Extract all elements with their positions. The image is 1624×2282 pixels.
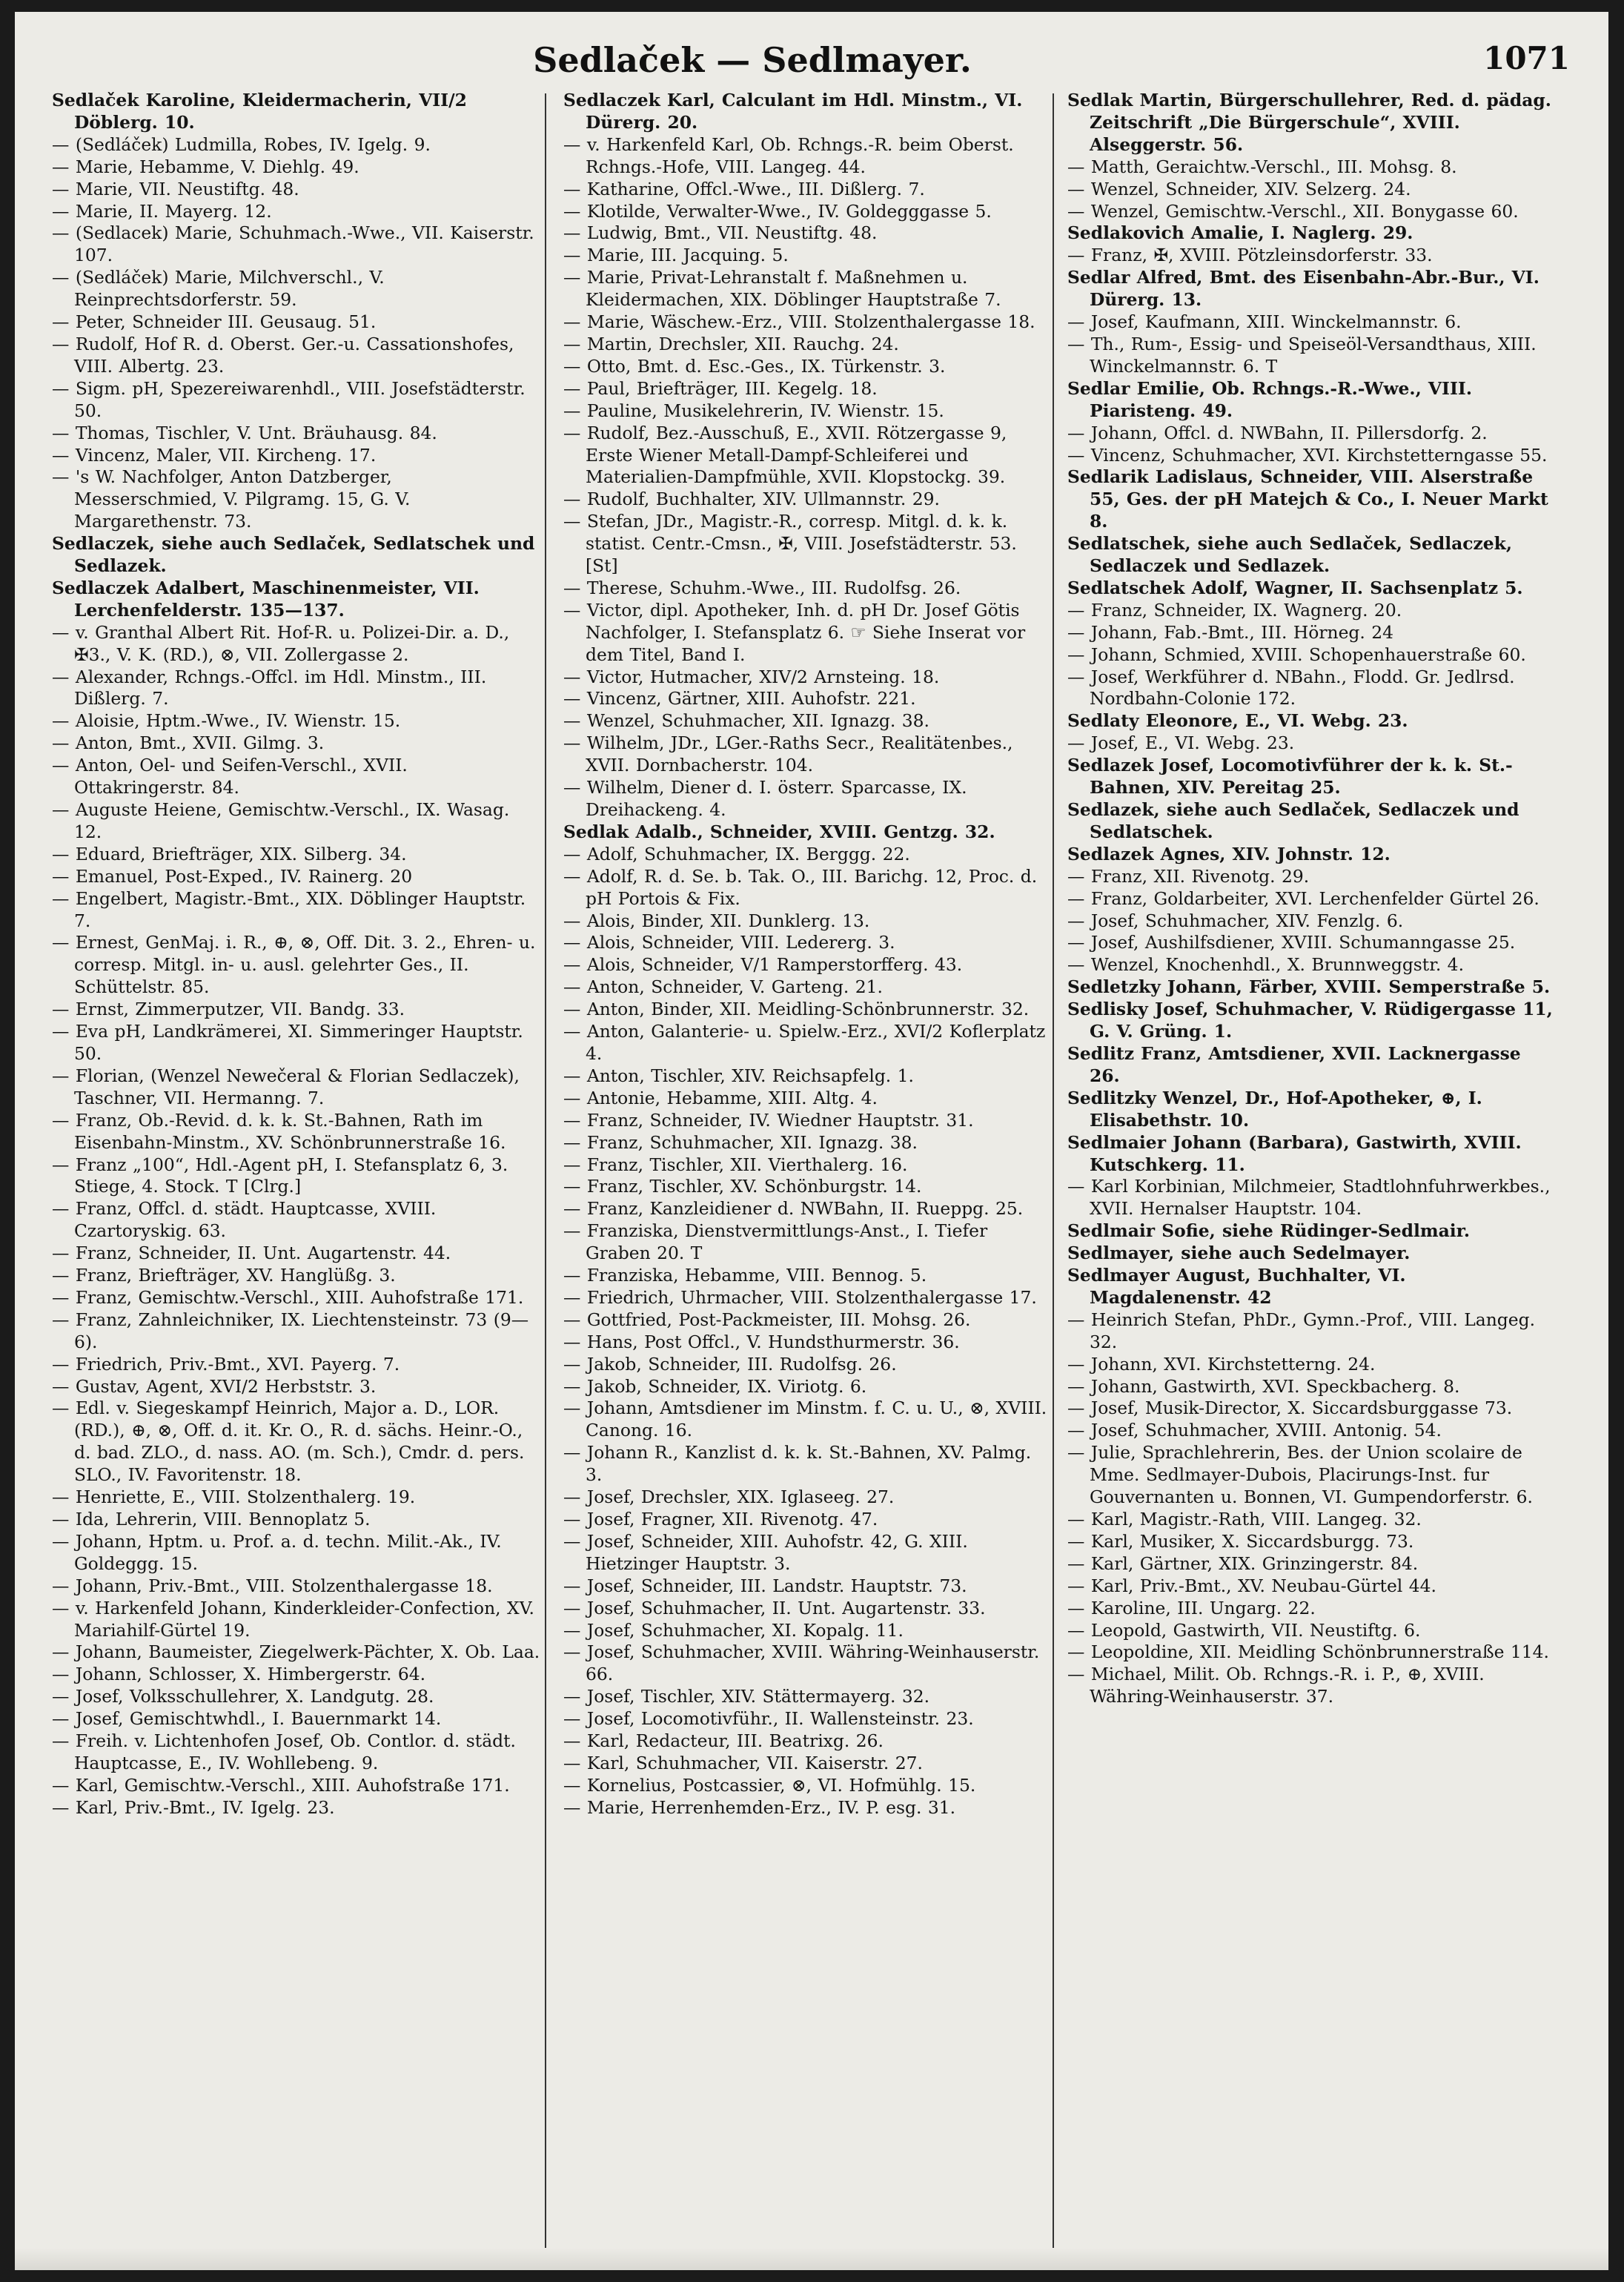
directory-entry: — Karl, Gärtner, XIX. Grinzingerstr. 84. bbox=[1067, 1553, 1557, 1575]
directory-heading-entry: Sedlaczek Karl, Calculant im Hdl. Minstm., VI. Dürerg. 20. bbox=[563, 90, 1023, 133]
directory-entry: — Johann, Gastwirth, XVI. Speckbacherg. 8. bbox=[1067, 1376, 1557, 1398]
directory-entry: — Alois, Binder, XII. Dunklerg. 13. bbox=[563, 910, 1053, 933]
directory-entry: — Marie, III. Jacquing. 5. bbox=[563, 245, 1053, 267]
directory-entry: — Franz, Gemischtw.-Verschl., XIII. Auhofstraße 171. bbox=[52, 1287, 541, 1309]
directory-entry: — Eva pH, Landkrämerei, XI. Simmeringer Hauptstr. 50. bbox=[52, 1021, 541, 1065]
directory-entry: — Josef, Schuhmacher, XIV. Fenzlg. 6. bbox=[1067, 910, 1557, 933]
directory-entry: — Franziska, Dienstvermittlungs-Anst., I. Tiefer Graben 20. T bbox=[563, 1220, 1053, 1265]
directory-entry: — Wilhelm, Diener d. I. österr. Sparcasse, IX. Dreihackeng. 4. bbox=[563, 777, 1053, 821]
directory-entry: — Anton, Bmt., XVII. Gilmg. 3. bbox=[52, 732, 541, 755]
directory-entry: — Franz, Briefträger, XV. Hanglüßg. 3. bbox=[52, 1265, 541, 1287]
directory-entry: — Freih. v. Lichtenhofen Josef, Ob. Contlor. d. städt. Hauptcasse, E., IV. Wohllebeng. 9. bbox=[52, 1730, 541, 1775]
directory-entry: — Karl, Schuhmacher, VII. Kaiserstr. 27. bbox=[563, 1753, 1053, 1775]
directory-entry: — Franz „100“, Hdl.-Agent pH, I. Stefansplatz 6, 3. Stiege, 4. Stock. T [Clrg.] bbox=[52, 1154, 541, 1199]
directory-entry: — Karl, Redacteur, III. Beatrixg. 26. bbox=[563, 1730, 1053, 1753]
directory-entry: — Johann, Schmied, XVIII. Schopenhauerstraße 60. bbox=[1067, 644, 1557, 667]
directory-heading-entry: Sedlazek Agnes, XIV. Johnstr. 12. bbox=[1067, 843, 1391, 864]
directory-entry: — Johann, Fab.-Bmt., III. Hörneg. 24 bbox=[1067, 622, 1557, 644]
directory-entry: — Franz, Offcl. d. städt. Hauptcasse, XVIII. Czartoryskig. 63. bbox=[52, 1198, 541, 1243]
directory-entry: — Emanuel, Post-Exped., IV. Rainerg. 20 bbox=[52, 866, 541, 888]
directory-entry: — Ernst, Zimmerputzer, VII. Bandg. 33. bbox=[52, 999, 541, 1021]
directory-entry: — Johann, XVI. Kirchstetterng. 24. bbox=[1067, 1354, 1557, 1376]
directory-heading-entry: Sedlar Emilie, Ob. Rchngs.-R.-Wwe., VIII. Piaristeng. 49. bbox=[1067, 377, 1472, 421]
page-number: 1071 bbox=[1483, 40, 1570, 76]
directory-entry: — Franz, Tischler, XII. Vierthalerg. 16. bbox=[563, 1154, 1053, 1177]
directory-entry: — Vincenz, Gärtner, XIII. Auhofstr. 221. bbox=[563, 688, 1053, 710]
directory-entry: — Engelbert, Magistr.-Bmt., XIX. Döblinger Hauptstr. 7. bbox=[52, 888, 541, 933]
directory-heading-entry: Sedlitz Franz, Amtsdiener, XVII. Lacknergasse 26. bbox=[1067, 1042, 1521, 1086]
directory-entry: — (Sedláček) Marie, Milchverschl., V. Reinprechtsdorferstr. 59. bbox=[52, 267, 541, 311]
directory-entry: — Gottfried, Post-Packmeister, III. Mohsg. 26. bbox=[563, 1309, 1053, 1332]
directory-entry: — Marie, II. Mayerg. 12. bbox=[52, 201, 541, 223]
directory-entry: — Johann R., Kanzlist d. k. k. St.-Bahnen, XV. Palmg. 3. bbox=[563, 1442, 1053, 1486]
directory-page bbox=[15, 12, 1608, 2270]
directory-entry: — Auguste Heiene, Gemischtw.-Verschl., IX. Wasag. 12. bbox=[52, 799, 541, 844]
directory-entry: — Anton, Oel- und Seifen-Verschl., XVII. Ottakringerstr. 84. bbox=[52, 755, 541, 799]
directory-entry: — Johann, Schlosser, X. Himbergerstr. 64. bbox=[52, 1664, 541, 1686]
directory-entry: — Josef, Aushilfsdiener, XVIII. Schumanngasse 25. bbox=[1067, 932, 1557, 954]
directory-heading-entry: Sedlmayer, siehe auch Sedelmayer. bbox=[1067, 1243, 1411, 1264]
directory-entry: — (Sedláček) Ludmilla, Robes, IV. Igelg. 9. bbox=[52, 134, 541, 156]
directory-entry: — Franz, ✠, XVIII. Pötzleinsdorferstr. 33. bbox=[1067, 245, 1557, 267]
directory-entry: — Johann, Hptm. u. Prof. a. d. techn. Milit.-Ak., IV. Goldeggg. 15. bbox=[52, 1531, 541, 1575]
directory-entry: — Karl Korbinian, Milchmeier, Stadtlohnfuhrwerkbes., XVII. Hernalser Hauptstr. 104. bbox=[1067, 1176, 1557, 1220]
directory-entry: — Sigm. pH, Spezereiwarenhdl., VIII. Josefstädterstr. 50. bbox=[52, 378, 541, 423]
directory-entry: — v. Granthal Albert Rit. Hof-R. u. Polizei-Dir. a. D., ✠3., V. K. (RD.), ⊗, VII. Zollergasse 2. bbox=[52, 622, 541, 667]
directory-entry: — Hans, Post Offcl., V. Hundsthurmerstr. 36. bbox=[563, 1332, 1053, 1354]
directory-entry: — Anton, Schneider, V. Garteng. 21. bbox=[563, 976, 1053, 999]
directory-heading-entry: Sedlarik Ladislaus, Schneider, VIII. Alserstraße 55, Ges. der pH Matejch & Co., I. Neuer Markt 8. bbox=[1067, 466, 1548, 532]
directory-entry: — Paul, Briefträger, III. Kegelg. 18. bbox=[563, 378, 1053, 400]
directory-entry: — (Sedlacek) Marie, Schuhmach.-Wwe., VII. Kaiserstr. 107. bbox=[52, 222, 541, 267]
directory-heading-entry: Sedlisky Josef, Schuhmacher, V. Rüdigergasse 11, G. V. Grüng. 1. bbox=[1067, 999, 1553, 1042]
directory-entry: — Martin, Drechsler, XII. Rauchg. 24. bbox=[563, 334, 1053, 356]
directory-entry: — Josef, Kaufmann, XIII. Winckelmannstr. 6. bbox=[1067, 311, 1557, 334]
directory-entry: — Henriette, E., VIII. Stolzenthalerg. 19. bbox=[52, 1486, 541, 1509]
directory-entry: — Friedrich, Uhrmacher, VIII. Stolzenthalergasse 17. bbox=[563, 1287, 1053, 1309]
directory-entry: — Josef, Schuhmacher, XI. Kopalg. 11. bbox=[563, 1620, 1053, 1642]
column-divider bbox=[1053, 93, 1054, 2251]
directory-entry: — Franz, Schneider, IV. Wiedner Hauptstr. 31. bbox=[563, 1110, 1053, 1132]
directory-entry: — v. Harkenfeld Karl, Ob. Rchngs.-R. beim Oberst. Rchngs.-Hofe, VIII. Langeg. 44. bbox=[563, 134, 1053, 179]
directory-entry: — Matth, Geraichtw.-Verschl., III. Mohsg. 8. bbox=[1067, 156, 1557, 179]
directory-entry: — Jakob, Schneider, IX. Viriotg. 6. bbox=[563, 1376, 1053, 1398]
directory-entry: — Franz, XII. Rivenotg. 29. bbox=[1067, 866, 1557, 888]
directory-entry: — Josef, Drechsler, XIX. Iglaseeg. 27. bbox=[563, 1486, 1053, 1509]
directory-entry: — Karl, Gemischtw.-Verschl., XIII. Auhofstraße 171. bbox=[52, 1775, 541, 1797]
directory-entry: — Rudolf, Bez.-Ausschuß, E., XVII. Rötzergasse 9, Erste Wiener Metall-Dampf-Schleiferei und Materialien-Dampfmühle, XVII. Klopstockg. 39. bbox=[563, 423, 1053, 489]
directory-entry: — Franziska, Hebamme, VIII. Bennog. 5. bbox=[563, 1265, 1053, 1287]
directory-entry: — Franz, Kanzleidiener d. NWBahn, II. Rueppg. 25. bbox=[563, 1198, 1053, 1220]
directory-entry: — Florian, (Wenzel Newečeral & Florian Sedlaczek), Taschner, VII. Hermanng. 7. bbox=[52, 1065, 541, 1110]
directory-entry: — Kornelius, Postcassier, ⊗, VI. Hofmühlg. 15. bbox=[563, 1775, 1053, 1797]
column-2 bbox=[563, 90, 1053, 2262]
directory-entry: — Josef, Schneider, XIII. Auhofstr. 42, G. XIII. Hietzinger Hauptstr. 3. bbox=[563, 1531, 1053, 1575]
directory-entry: — Edl. v. Siegeskampf Heinrich, Major a. D., LOR. (RD.), ⊕, ⊗, Off. d. it. Kr. O., R. d. sächs. Heinr.-O., d. bad. ZLO., d. nass. AO. (m. Sch.), Cmdr. d. pers. SLO., IV. Favoritenstr. 18. bbox=[52, 1398, 541, 1486]
directory-entry: — Leopold, Gastwirth, VII. Neustiftg. 6. bbox=[1067, 1620, 1557, 1642]
directory-entry: — Josef, Locomotivführ., II. Wallensteinstr. 23. bbox=[563, 1708, 1053, 1730]
directory-entry: — Josef, Schuhmacher, XVIII. Währing-Weinhauserstr. 66. bbox=[563, 1641, 1053, 1686]
directory-entry: — Ida, Lehrerin, VIII. Bennoplatz 5. bbox=[52, 1509, 541, 1531]
directory-entry: — Anton, Binder, XII. Meidling-Schönbrunnerstr. 32. bbox=[563, 999, 1053, 1021]
directory-entry: — Anton, Galanterie- u. Spielw.-Erz., XVI/2 Koflerplatz 4. bbox=[563, 1021, 1053, 1065]
directory-entry: — v. Harkenfeld Johann, Kinderkleider-Confection, XV. Mariahilf-Gürtel 19. bbox=[52, 1598, 541, 1642]
directory-heading-entry: Sedlmayer August, Buchhalter, VI. Magdalenenstr. 42 bbox=[1067, 1265, 1406, 1308]
directory-entry: — Eduard, Briefträger, XIX. Silberg. 34. bbox=[52, 844, 541, 866]
directory-heading-entry: Sedlaczek, siehe auch Sedlaček, Sedlatschek und Sedlazek. bbox=[52, 533, 535, 577]
directory-entry: — Wenzel, Schneider, XIV. Selzerg. 24. bbox=[1067, 179, 1557, 201]
directory-entry: — Karl, Priv.-Bmt., IV. Igelg. 23. bbox=[52, 1797, 541, 1819]
directory-entry: — Wenzel, Knochenhdl., X. Brunnweggstr. 4. bbox=[1067, 954, 1557, 976]
directory-entry: — Ludwig, Bmt., VII. Neustiftg. 48. bbox=[563, 222, 1053, 245]
directory-entry: — Otto, Bmt. d. Esc.-Ges., IX. Türkenstr. 3. bbox=[563, 356, 1053, 378]
directory-entry: — Leopoldine, XII. Meidling Schönbrunnerstraße 114. bbox=[1067, 1641, 1557, 1664]
directory-entry: — Friedrich, Priv.-Bmt., XVI. Payerg. 7. bbox=[52, 1354, 541, 1376]
directory-entry: — Katharine, Offcl.-Wwe., III. Dißlerg. 7. bbox=[563, 179, 1053, 201]
directory-entry: — Anton, Tischler, XIV. Reichsapfelg. 1. bbox=[563, 1065, 1053, 1088]
directory-entry: — Franz, Tischler, XV. Schönburgstr. 14. bbox=[563, 1176, 1053, 1198]
directory-entry: — Josef, Werkführer d. NBahn., Flodd. Gr. Jedlrsd. Nordbahn-Colonie 172. bbox=[1067, 667, 1557, 711]
page-edge-shade bbox=[15, 2248, 1608, 2270]
directory-entry: — Franz, Schuhmacher, XII. Ignazg. 38. bbox=[563, 1132, 1053, 1154]
directory-entry: — Josef, E., VI. Webg. 23. bbox=[1067, 732, 1557, 755]
directory-entry: — Pauline, Musikelehrerin, IV. Wienstr. 15. bbox=[563, 400, 1053, 423]
directory-entry: — Klotilde, Verwalter-Wwe., IV. Goldegggasse 5. bbox=[563, 201, 1053, 223]
directory-entry: — Vincenz, Schuhmacher, XVI. Kirchstetterngasse 55. bbox=[1067, 445, 1557, 467]
directory-entry: — Josef, Schneider, III. Landstr. Hauptstr. 73. bbox=[563, 1575, 1053, 1598]
column-divider bbox=[545, 93, 546, 2251]
directory-entry: — Josef, Musik-Director, X. Siccardsburggasse 73. bbox=[1067, 1398, 1557, 1420]
directory-entry: — Marie, Privat-Lehranstalt f. Maßnehmen u. Kleidermachen, XIX. Döblinger Hauptstraße 7. bbox=[563, 267, 1053, 311]
directory-entry: — Alexander, Rchngs.-Offcl. im Hdl. Minstm., III. Dißlerg. 7. bbox=[52, 667, 541, 711]
directory-entry: — Marie, VII. Neustiftg. 48. bbox=[52, 179, 541, 201]
directory-entry: — Michael, Milit. Ob. Rchngs.-R. i. P., ⊕, XVIII. Währing-Weinhauserstr. 37. bbox=[1067, 1664, 1557, 1708]
directory-entry: — Franz, Goldarbeiter, XVI. Lerchenfelder Gürtel 26. bbox=[1067, 888, 1557, 910]
directory-entry: — Stefan, JDr., Magistr.-R., corresp. Mitgl. d. k. k. statist. Centr.-Cmsn., ✠, VIII. Josefstädterstr. 53. [St] bbox=[563, 511, 1053, 578]
directory-entry: — Rudolf, Hof R. d. Oberst. Ger.-u. Cassationshofes, VIII. Albertg. 23. bbox=[52, 334, 541, 378]
directory-heading-entry: Sedlar Alfred, Bmt. des Eisenbahn-Abr.-Bur., VI. Dürerg. 13. bbox=[1067, 267, 1540, 311]
directory-entry: — Johann, Offcl. d. NWBahn, II. Pillersdorfg. 2. bbox=[1067, 423, 1557, 445]
directory-entry: — Alois, Schneider, V/1 Ramperstorfferg. 43. bbox=[563, 954, 1053, 976]
directory-heading-entry: Sedlakovich Amalie, I. Naglerg. 29. bbox=[1067, 222, 1413, 244]
directory-entry: — Franz, Zahnleichniker, IX. Liechtensteinstr. 73 (9—6). bbox=[52, 1309, 541, 1354]
directory-heading-entry: Sedletzky Johann, Färber, XVIII. Semperstraße 5. bbox=[1067, 976, 1551, 998]
directory-entry: — Jakob, Schneider, III. Rudolfsg. 26. bbox=[563, 1354, 1053, 1376]
directory-entry: — Wenzel, Schuhmacher, XII. Ignazg. 38. bbox=[563, 710, 1053, 732]
directory-entry: — Franz, Schneider, II. Unt. Augartenstr. 44. bbox=[52, 1243, 541, 1265]
directory-entry: — Josef, Fragner, XII. Rivenotg. 47. bbox=[563, 1509, 1053, 1531]
directory-entry: — Johann, Baumeister, Ziegelwerk-Pächter, X. Ob. Laa. bbox=[52, 1641, 541, 1664]
directory-entry: — Josef, Schuhmacher, II. Unt. Augartenstr. 33. bbox=[563, 1598, 1053, 1620]
directory-entry: — Aloisie, Hptm.-Wwe., IV. Wienstr. 15. bbox=[52, 710, 541, 732]
directory-heading-entry: Sedlatschek Adolf, Wagner, II. Sachsenplatz 5. bbox=[1067, 577, 1523, 598]
directory-entry: — Peter, Schneider III. Geusaug. 51. bbox=[52, 311, 541, 334]
directory-heading-entry: Sedlazek, siehe auch Sedlaček, Sedlaczek und Sedlatschek. bbox=[1067, 799, 1519, 842]
column-3 bbox=[1067, 90, 1557, 2262]
directory-heading-entry: Sedlmair Sofie, siehe Rüdinger-Sedlmair. bbox=[1067, 1220, 1470, 1242]
directory-entry: — Victor, dipl. Apotheker, Inh. d. pH Dr. Josef Götis Nachfolger, I. Stefansplatz 6. ☞ Siehe Inserat vor dem Titel, Band I. bbox=[563, 600, 1053, 667]
directory-entry: — Marie, Wäschew.-Erz., VIII. Stolzenthalergasse 18. bbox=[563, 311, 1053, 334]
directory-heading-entry: Sedlak Martin, Bürgerschullehrer, Red. d. pädag. Zeitschrift „Die Bürgerschule“, XVIII. Alseggerstr. 56. bbox=[1067, 90, 1551, 155]
directory-heading-entry: Sedlatschek, siehe auch Sedlaček, Sedlaczek, Sedlaczek und Sedlazek. bbox=[1067, 533, 1513, 577]
directory-entry: — Marie, Herrenhemden-Erz., IV. P. esg. 31. bbox=[563, 1797, 1053, 1819]
directory-entry: — Wenzel, Gemischtw.-Verschl., XII. Bonygasse 60. bbox=[1067, 201, 1557, 223]
directory-entry: — Josef, Gemischtwhdl., I. Bauernmarkt 14. bbox=[52, 1708, 541, 1730]
page-title: Sedlaček — Sedlmayer. bbox=[533, 40, 972, 80]
column-1 bbox=[52, 90, 541, 2262]
directory-entry: — Franz, Ob.-Revid. d. k. k. St.-Bahnen, Rath im Eisenbahn-Minstm., XV. Schönbrunnerstraße 16. bbox=[52, 1110, 541, 1154]
directory-entry: — Josef, Volksschullehrer, X. Landgutg. 28. bbox=[52, 1686, 541, 1708]
directory-heading-entry: Sedlaček Karoline, Kleidermacherin, VII/2 Döblerg. 10. bbox=[52, 90, 467, 133]
directory-entry: — Ernest, GenMaj. i. R., ⊕, ⊗, Off. Dit. 3. 2., Ehren- u. corresp. Mitgl. in- u. ausl. gelehrter Ges., II. Schüttelstr. 85. bbox=[52, 932, 541, 999]
directory-entry: — Alois, Schneider, VIII. Ledererg. 3. bbox=[563, 932, 1053, 954]
directory-heading-entry: Sedlak Adalb., Schneider, XVIII. Gentzg. 32. bbox=[563, 821, 995, 842]
directory-entry: — Adolf, R. d. Se. b. Tak. O., III. Barichg. 12, Proc. d. pH Portois & Fix. bbox=[563, 866, 1053, 910]
directory-entry: — Victor, Hutmacher, XIV/2 Arnsteing. 18. bbox=[563, 667, 1053, 689]
directory-entry: — Heinrich Stefan, PhDr., Gymn.-Prof., VIII. Langeg. 32. bbox=[1067, 1309, 1557, 1354]
directory-entry: — Antonie, Hebamme, XIII. Altg. 4. bbox=[563, 1088, 1053, 1110]
directory-entry: — Franz, Schneider, IX. Wagnerg. 20. bbox=[1067, 600, 1557, 622]
directory-entry: — Julie, Sprachlehrerin, Bes. der Union scolaire de Mme. Sedlmayer-Dubois, Placirungs-Inst. fur Gouvernanten u. Bonnen, VI. Gumpendorferstr. 6. bbox=[1067, 1442, 1557, 1509]
directory-entry: — 's W. Nachfolger, Anton Datzberger, Messerschmied, V. Pilgramg. 15, G. V. Margarethenstr. 73. bbox=[52, 466, 541, 533]
directory-heading-entry: Sedlmaier Johann (Barbara), Gastwirth, XVIII. Kutschkerg. 11. bbox=[1067, 1131, 1522, 1175]
directory-entry: — Gustav, Agent, XVI/2 Herbststr. 3. bbox=[52, 1376, 541, 1398]
directory-entry: — Th., Rum-, Essig- und Speiseöl-Versandthaus, XIII. Winckelmannstr. 6. T bbox=[1067, 334, 1557, 378]
directory-entry: — Marie, Hebamme, V. Diehlg. 49. bbox=[52, 156, 541, 179]
directory-heading-entry: Sedlaty Eleonore, E., VI. Webg. 23. bbox=[1067, 710, 1408, 732]
directory-entry: — Rudolf, Buchhalter, XIV. Ullmannstr. 29. bbox=[563, 489, 1053, 511]
directory-entry: — Josef, Schuhmacher, XVIII. Antonig. 54. bbox=[1067, 1420, 1557, 1442]
directory-entry: — Thomas, Tischler, V. Unt. Bräuhausg. 84. bbox=[52, 423, 541, 445]
directory-heading-entry: Sedlaczek Adalbert, Maschinenmeister, VII. Lerchenfelderstr. 135—137. bbox=[52, 577, 480, 621]
directory-entry: — Adolf, Schuhmacher, IX. Berggg. 22. bbox=[563, 844, 1053, 866]
directory-entry: — Vincenz, Maler, VII. Kircheng. 17. bbox=[52, 445, 541, 467]
directory-entry: — Karl, Priv.-Bmt., XV. Neubau-Gürtel 44. bbox=[1067, 1575, 1557, 1598]
directory-entry: — Josef, Tischler, XIV. Stättermayerg. 32. bbox=[563, 1686, 1053, 1708]
directory-entry: — Therese, Schuhm.-Wwe., III. Rudolfsg. 26. bbox=[563, 578, 1053, 600]
directory-entry: — Johann, Amtsdiener im Minstm. f. C. u. U., ⊗, XVIII. Canong. 16. bbox=[563, 1398, 1053, 1442]
directory-heading-entry: Sedlitzky Wenzel, Dr., Hof-Apotheker, ⊕, I. Elisabethstr. 10. bbox=[1067, 1087, 1482, 1131]
directory-entry: — Karoline, III. Ungarg. 22. bbox=[1067, 1598, 1557, 1620]
directory-heading-entry: Sedlazek Josef, Locomotivführer der k. k. St.-Bahnen, XIV. Pereitag 25. bbox=[1067, 755, 1513, 798]
directory-entry: — Wilhelm, JDr., LGer.-Raths Secr., Realitätenbes., XVII. Dornbacherstr. 104. bbox=[563, 732, 1053, 777]
directory-entry: — Karl, Musiker, X. Siccardsburgg. 73. bbox=[1067, 1531, 1557, 1553]
directory-entry: — Karl, Magistr.-Rath, VIII. Langeg. 32. bbox=[1067, 1509, 1557, 1531]
directory-entry: — Johann, Priv.-Bmt., VIII. Stolzenthalergasse 18. bbox=[52, 1575, 541, 1598]
